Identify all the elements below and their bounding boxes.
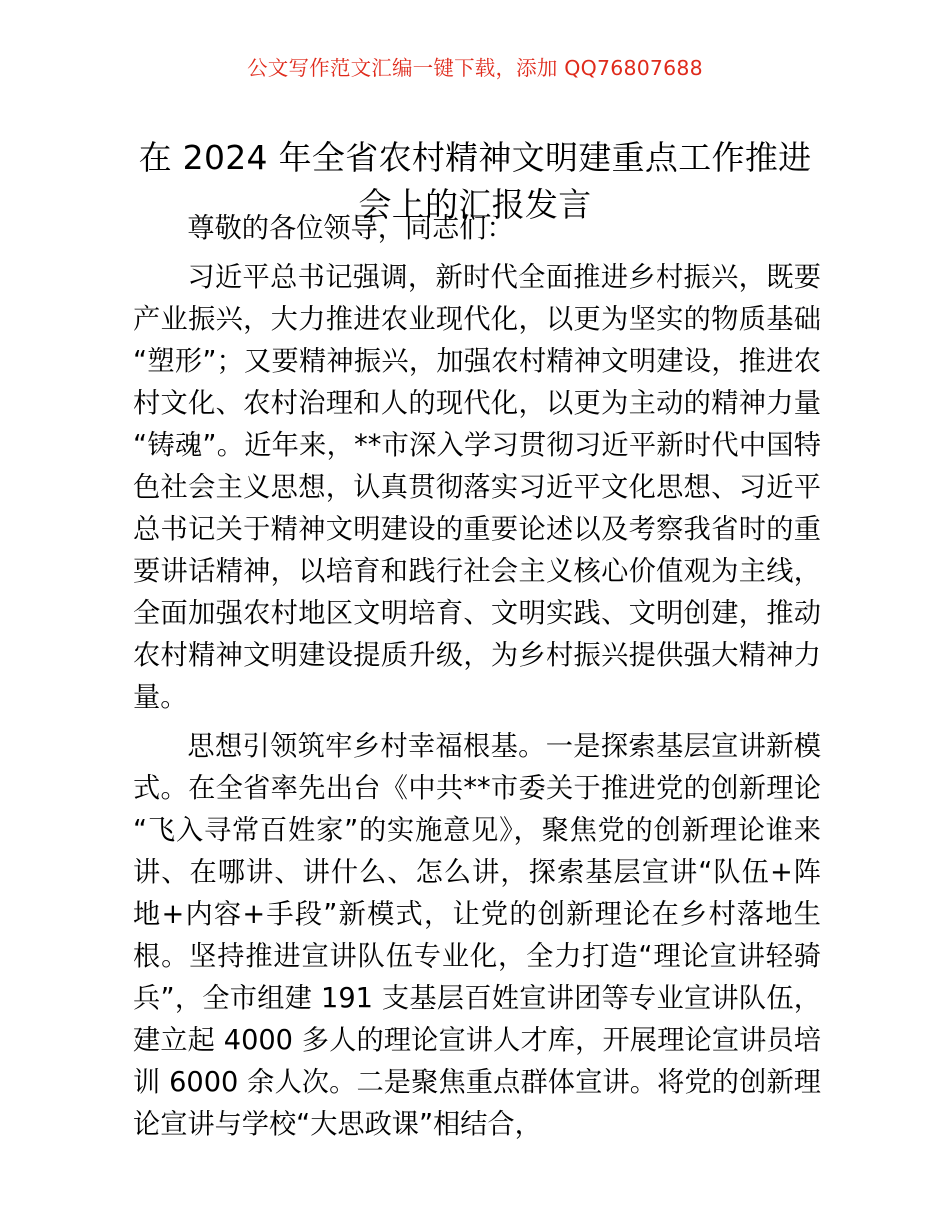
document-title: 在 2024 年全省农村精神文明建重点工作推进会上的汇报发言: [138, 138, 812, 225]
paragraph-section-one: 思想引领筑牢乡村幸福根基。一是探索基层宣讲新模式。在全省率先出台《中共**市委关于推进党的创新理论“飞入寻常百姓家”的实施意见》，聚焦党的创新理论谁来讲、在哪讲、讲什么、怎么讲，探索基层宣讲“队伍+阵地+内容+手段”新模式，让党的创新理论在乡村落地生根。坚持推进宣讲队伍专业化，全力打造“理论宣讲轻骑兵”，全市组建 191 支基层百姓宣讲团等专业宣讲队伍，建立起 4000 多人的理论宣讲人才库，开展理论宣讲员培训 6000 余人次。二是聚焦重点群体宣讲。将党的创新理论宣讲与学校“大思政课”相结合，: [133, 731, 821, 1140]
paragraph-salutation: 尊敬的各位领导，同志们：: [187, 213, 514, 244]
document-body: [133, 208, 821, 1146]
paragraph-intro: 习近平总书记强调，新时代全面推进乡村振兴，既要产业振兴，大力推进农业现代化，以更为坚实的物质基础“塑形”；又要精神振兴，加强农村精神文明建设，推进农村文化、农村治理和人的现代化，以更为主动的精神力量“铸魂”。近年来，**市深入学习贯彻习近平新时代中国特色社会主义思想，认真贯彻落实习近平文化思想、习近平总书记关于精神文明建设的重要论述以及考察我省时的重要讲话精神，以培育和践行社会主义核心价值观为主线，全面加强农村地区文明培育、文明实践、文明创建，推动农村精神文明建设提质升级，为乡村振兴提供强大精神力量。: [133, 262, 821, 713]
promo-header-text: 公文写作范文汇编一键下载，添加 QQ76807688: [247, 56, 703, 80]
